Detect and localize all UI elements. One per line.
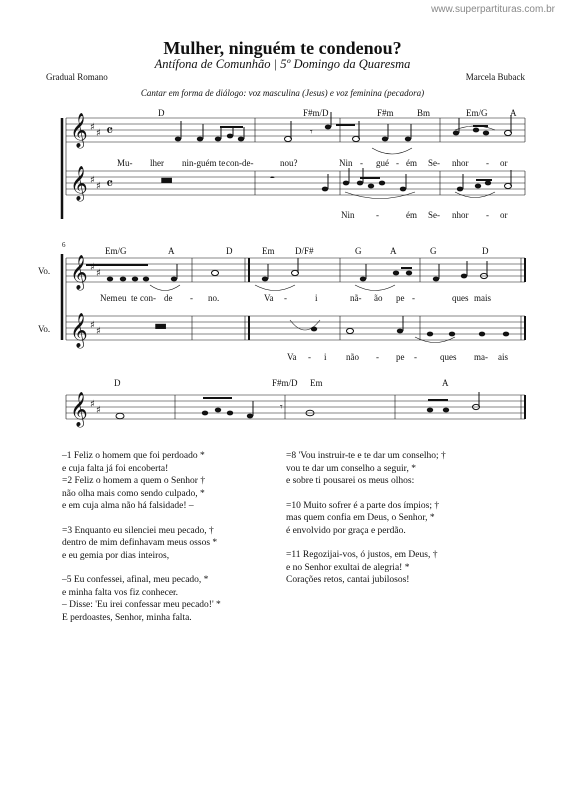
svg-text:▬: ▬	[154, 318, 168, 334]
verse-line: e no Senhor exultai de alegria! *	[286, 562, 410, 573]
measure-number: 6	[62, 241, 66, 249]
lyric: ques	[440, 352, 457, 362]
lyric: -	[360, 158, 363, 168]
verse-line: e sobre ti pousarei os meus olhos:	[286, 476, 415, 486]
lyric: eu	[118, 293, 127, 303]
voice-label: Vo.	[38, 324, 51, 334]
lyric: gué	[376, 158, 389, 168]
lyric: con-	[140, 293, 156, 303]
chord: Em	[262, 246, 275, 256]
lyric: não	[346, 352, 359, 362]
lyric: Se-	[428, 158, 440, 168]
chord: D	[482, 246, 489, 256]
staff-lower	[66, 171, 525, 195]
lyric: or	[500, 210, 508, 220]
chord: F#m/D	[272, 378, 298, 388]
lyric: nhor	[452, 210, 469, 220]
lyric: nã-	[350, 293, 362, 303]
chord: Em/G	[466, 108, 488, 118]
verse-line: e minha falta vos fiz conhecer.	[62, 587, 179, 598]
chord: A	[390, 246, 397, 256]
lyric: mais	[474, 293, 491, 303]
svg-text:♯: ♯	[96, 326, 101, 337]
lyric: -	[190, 293, 193, 303]
composer-credit: Marcela Buback	[465, 72, 525, 82]
lyric: te	[131, 293, 138, 303]
verse-line: mas quem confia em Deus, o Senhor, *	[286, 513, 435, 523]
lyric: pe	[396, 293, 405, 303]
verse-line: =10 Muito sofrer é a parte dos ímpios; †	[286, 500, 440, 511]
lyric: -	[284, 293, 287, 303]
lyric: -	[376, 352, 379, 362]
lyric: no.	[208, 293, 220, 303]
verse-line: e cuja falta já foi encoberta!	[62, 463, 169, 474]
svg-text:𝄾: 𝄾	[310, 127, 313, 138]
chord: Bm	[417, 108, 431, 118]
svg-text:♯: ♯	[90, 175, 95, 186]
svg-text:♯: ♯	[96, 405, 101, 416]
svg-text:♯: ♯	[96, 268, 101, 279]
lyric: lher	[150, 158, 164, 168]
lyric: Se-	[428, 210, 440, 220]
lyric: -	[308, 352, 311, 362]
lyric: nhor	[452, 158, 469, 168]
chord: A	[442, 378, 449, 388]
verse-stanza	[62, 574, 277, 624]
lyric: Nin	[339, 158, 353, 168]
svg-text:♯: ♯	[96, 181, 101, 192]
lyric: -	[486, 158, 489, 168]
verse-line: –5 Eu confessei, afinal, meu pecado, *	[62, 575, 209, 585]
lyric: de	[164, 293, 173, 303]
chord: D	[114, 378, 121, 388]
svg-text:♯: ♯	[90, 399, 95, 410]
verse-line: E perdoastes, Senhor, minha falta.	[62, 612, 192, 623]
chord: Em/G	[105, 246, 127, 256]
lyric: nin-guém te	[182, 158, 226, 168]
lyric: Nin	[341, 210, 355, 220]
verse-line: Corações retos, cantai jubilosos!	[286, 575, 410, 585]
verse-line: –1 Feliz o homem que foi perdoado *	[62, 451, 205, 461]
chord: A	[510, 108, 517, 118]
source-credit: Gradual Romano	[46, 72, 108, 82]
lyric: con-de-	[226, 158, 254, 168]
svg-text:𝄴: 𝄴	[106, 121, 114, 140]
lyric: ão	[374, 293, 383, 303]
verse-stanza	[286, 450, 516, 488]
verse-stanza	[62, 525, 277, 563]
verse-stanza	[62, 450, 277, 513]
verse-line: dentro de mim definhavam meus ossos *	[62, 538, 218, 548]
lyric: Nem	[100, 293, 118, 303]
lyric: ma-	[474, 352, 488, 362]
treble-clef-icon: 𝄞	[70, 113, 88, 148]
verse-line: vou te dar um conselho a seguir, *	[286, 463, 416, 474]
lyric: Va	[264, 293, 274, 303]
lyric: or	[500, 158, 508, 168]
chord: D	[226, 246, 233, 256]
lyric: -	[396, 158, 399, 168]
svg-text:𝄾: 𝄾	[280, 402, 283, 413]
svg-text:♯: ♯	[90, 122, 95, 133]
lyric: ém	[406, 158, 417, 168]
system-3	[66, 395, 525, 419]
treble-clef-icon: 𝄞	[70, 166, 88, 201]
lyric: pe	[396, 352, 405, 362]
lyric: i	[315, 293, 318, 303]
verse-line: =2 Feliz o homem a quem o Senhor †	[62, 476, 206, 486]
chord: G	[430, 246, 437, 256]
lyric: Mu-	[117, 158, 133, 168]
song-title: Mulher, ninguém te condenou?	[163, 38, 402, 58]
site-url[interactable]: www.superpartituras.com.br	[431, 4, 555, 15]
verse-line: =11 Regozijai-vos, ó justos, em Deus, †	[286, 550, 438, 560]
verses-left-column	[62, 450, 277, 636]
lyric: -	[412, 293, 415, 303]
lyric: i	[324, 352, 327, 362]
chord: D	[158, 108, 165, 118]
song-subtitle: Antífona de Comunhão | 5º Domingo da Quaresma	[154, 57, 411, 71]
treble-clef-icon: 𝄞	[70, 255, 88, 290]
chord: Em	[310, 378, 323, 388]
verse-line: não olha mais como sendo culpado, *	[62, 488, 205, 499]
verse-line: – Disse: 'Eu irei confessar meu pecado!' *	[62, 600, 221, 610]
voice-label: Vo.	[38, 266, 51, 276]
chord: G	[355, 246, 362, 256]
lyric: -	[414, 352, 417, 362]
chord: A	[168, 246, 175, 256]
chord: F#m	[377, 108, 394, 118]
lyric: -	[376, 210, 379, 220]
staff-upper	[66, 118, 525, 142]
lyric: Va	[287, 352, 297, 362]
verses-right-column	[286, 450, 516, 599]
lyric: ques	[452, 293, 469, 303]
lyric: ais	[498, 352, 508, 362]
lyric: -	[486, 210, 489, 220]
svg-text:♯: ♯	[90, 262, 95, 273]
svg-text:▬: ▬	[160, 172, 174, 188]
verse-stanza	[286, 500, 516, 538]
chord: D/F#	[295, 246, 314, 256]
verse-line: e eu gemia por dias inteiros,	[62, 550, 170, 561]
treble-clef-icon: 𝄞	[70, 313, 88, 348]
chord: F#m/D	[303, 108, 329, 118]
svg-text:♯: ♯	[90, 320, 95, 331]
verse-stanza	[286, 549, 516, 587]
svg-text:♯: ♯	[96, 128, 101, 139]
lyric: nou?	[280, 158, 298, 168]
lyric: ém	[406, 210, 417, 220]
svg-text:𝄼: 𝄼	[270, 171, 275, 185]
svg-text:𝄴: 𝄴	[106, 174, 114, 193]
verse-line: =8 'Vou instruir-te e te dar um conselho; †	[286, 451, 446, 461]
performance-instruction: Cantar em forma de diálogo: voz masculina (Jesus) e voz feminina (pecadora)	[140, 88, 425, 98]
verse-line: e em cuja alma não há falsidade! –	[62, 501, 194, 511]
verse-line: =3 Enquanto eu silenciei meu pecado, †	[62, 525, 214, 536]
verse-line: é envolvido por graça e perdão.	[286, 525, 406, 536]
treble-clef-icon: 𝄞	[70, 392, 88, 427]
